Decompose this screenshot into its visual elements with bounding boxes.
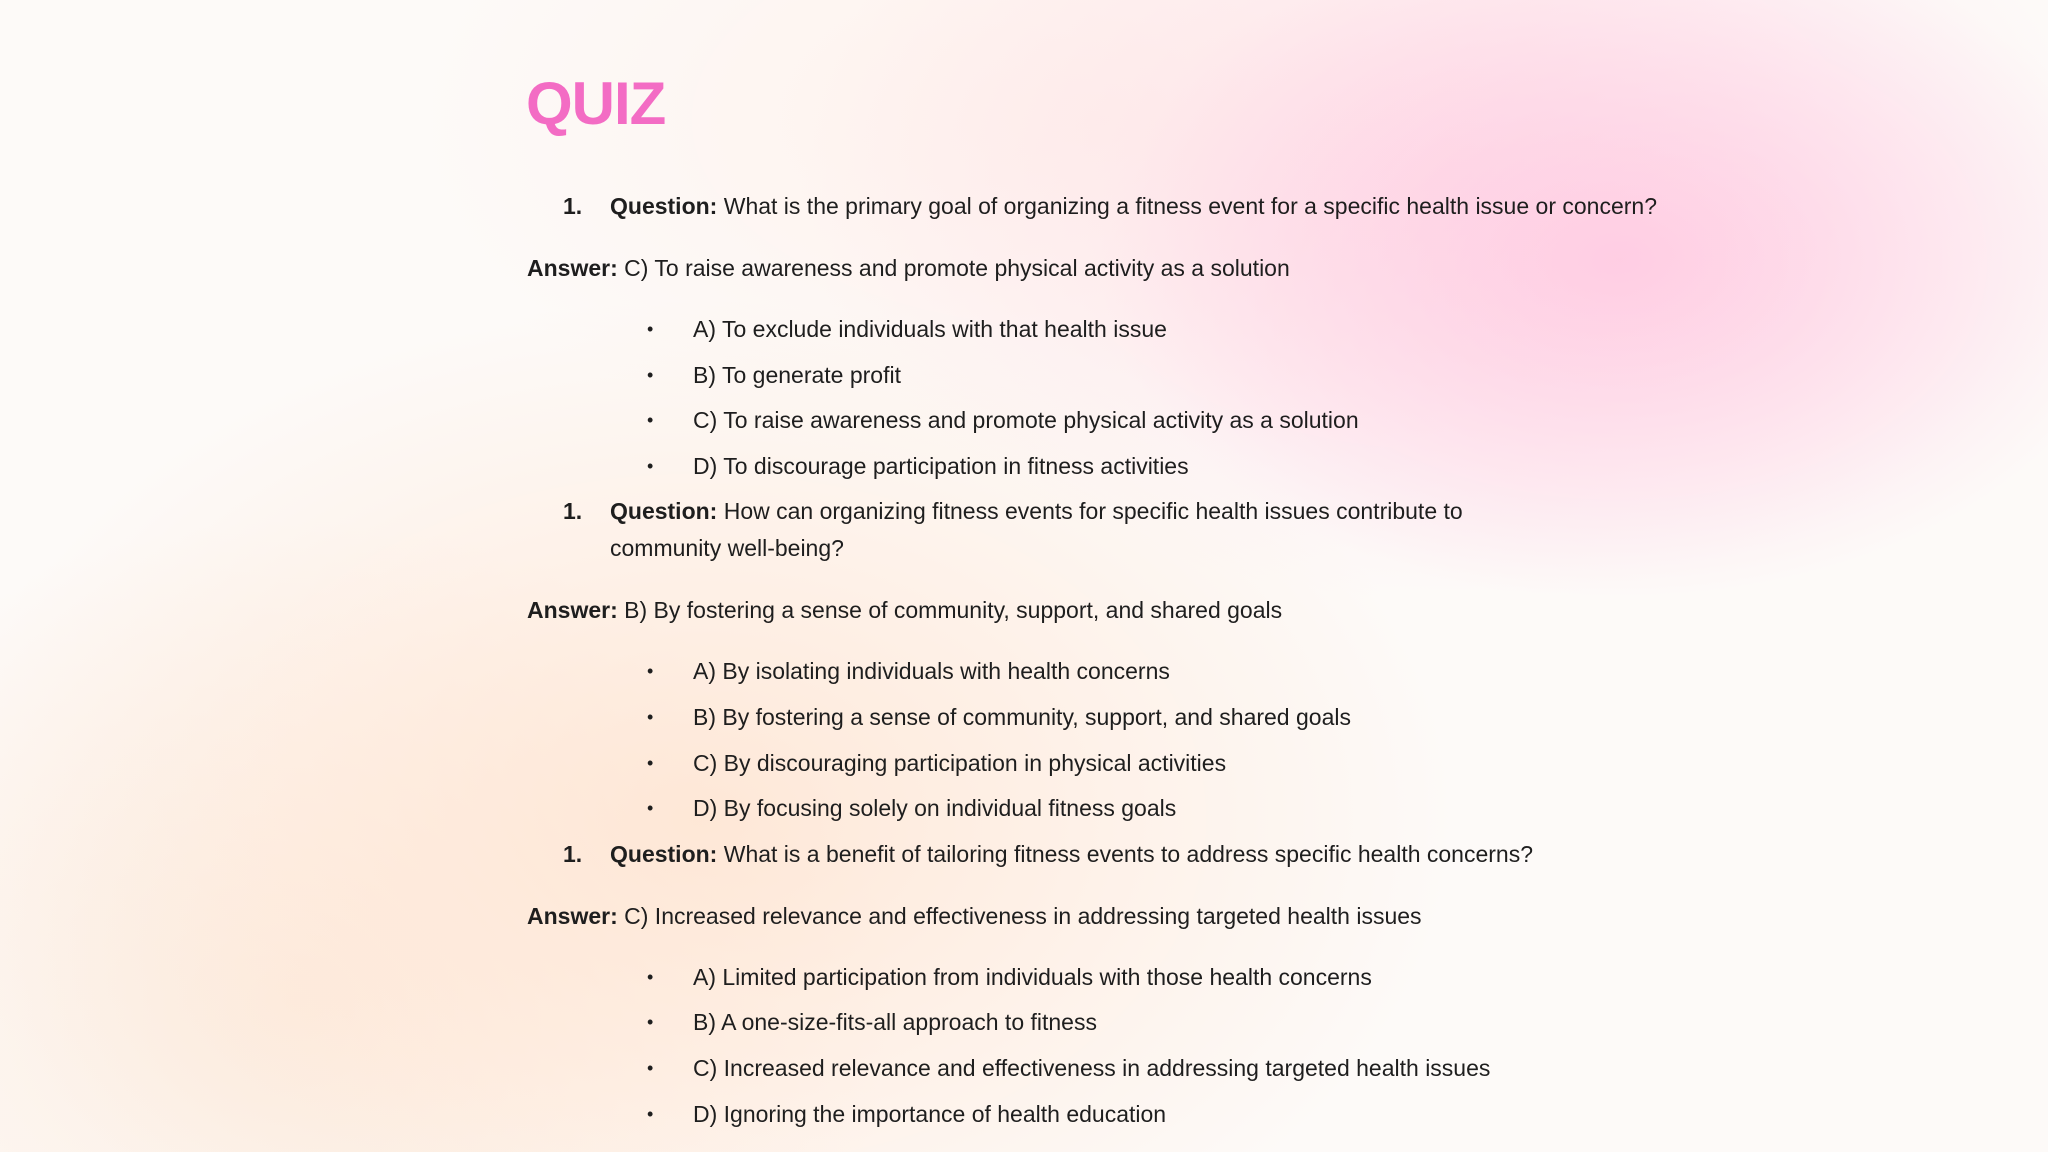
question-number: 1. bbox=[563, 840, 583, 867]
answer-text: C) Increased relevance and effectiveness in addressing targeted health issues bbox=[624, 902, 1422, 929]
question-text bbox=[610, 188, 1710, 225]
option-text: C) To raise awareness and promote physical activity as a solution bbox=[693, 407, 1359, 434]
answer-label: Answer: bbox=[527, 255, 618, 281]
answer-text: B) By fostering a sense of community, support, and shared goals bbox=[624, 597, 1283, 624]
options-list bbox=[527, 311, 1827, 493]
bullet-icon: • bbox=[647, 752, 654, 773]
answer-line bbox=[527, 592, 1827, 629]
option-text: B) To generate profit bbox=[693, 361, 901, 388]
bullet-icon: • bbox=[647, 364, 654, 385]
question-block bbox=[527, 493, 1827, 835]
question-label: Question: bbox=[610, 498, 718, 525]
bullet-icon: • bbox=[647, 661, 654, 682]
question-number: 1. bbox=[563, 193, 583, 219]
option-item bbox=[527, 699, 1827, 745]
option-item bbox=[527, 745, 1827, 791]
answer-line bbox=[527, 250, 1827, 287]
bullet-icon: • bbox=[647, 1103, 654, 1124]
question-body: What is a benefit of tailoring fitness events to address specific health concerns? bbox=[723, 840, 1534, 867]
question-body: How can organizing fitness events for specific health issues contribute to community well-being? bbox=[610, 498, 1463, 562]
option-text: D) Ignoring the importance of health education bbox=[693, 1100, 1167, 1127]
answer-line bbox=[527, 898, 1827, 935]
question-row bbox=[527, 493, 1827, 567]
option-text: A) Limited participation from individuals with those health concerns bbox=[693, 963, 1372, 990]
option-text: C) By discouraging participation in physical activities bbox=[693, 749, 1227, 776]
answer-label: Answer: bbox=[527, 902, 618, 929]
option-item bbox=[527, 448, 1827, 494]
bullet-icon: • bbox=[647, 706, 654, 727]
bullet-icon: • bbox=[647, 455, 654, 476]
question-body: What is the primary goal of organizing a fitness event for a specific health issue or concern? bbox=[723, 193, 1657, 219]
answer-text: C) To raise awareness and promote physical activity as a solution bbox=[624, 255, 1290, 281]
question-row bbox=[527, 188, 1827, 225]
question-block bbox=[527, 188, 1827, 493]
options-list bbox=[527, 959, 1827, 1141]
page-title: QUIZ bbox=[526, 70, 666, 137]
option-text: D) By focusing solely on individual fitness goals bbox=[693, 795, 1177, 822]
option-text: A) By isolating individuals with health concerns bbox=[693, 658, 1170, 685]
option-text: B) By fostering a sense of community, support, and shared goals bbox=[693, 703, 1351, 730]
bullet-icon: • bbox=[647, 966, 654, 987]
question-text bbox=[610, 493, 1490, 567]
bullet-icon: • bbox=[647, 798, 654, 819]
bullet-icon: • bbox=[647, 410, 654, 431]
question-number: 1. bbox=[563, 498, 583, 525]
option-item bbox=[527, 1004, 1827, 1050]
option-item bbox=[527, 402, 1827, 448]
question-label: Question: bbox=[610, 193, 718, 219]
question-row bbox=[527, 836, 1827, 873]
option-item bbox=[527, 311, 1827, 357]
bullet-icon: • bbox=[647, 1057, 654, 1078]
option-item bbox=[527, 653, 1827, 699]
bullet-icon: • bbox=[647, 1012, 654, 1033]
option-item bbox=[527, 1096, 1827, 1142]
question-block bbox=[527, 836, 1827, 1141]
option-text: A) To exclude individuals with that health issue bbox=[693, 316, 1167, 342]
option-item bbox=[527, 790, 1827, 836]
option-item bbox=[527, 959, 1827, 1005]
quiz-content bbox=[527, 188, 1827, 1141]
option-text: B) A one-size-fits-all approach to fitness bbox=[693, 1009, 1097, 1036]
option-text: C) Increased relevance and effectiveness in addressing targeted health issues bbox=[693, 1054, 1491, 1081]
option-text: D) To discourage participation in fitness activities bbox=[693, 452, 1189, 479]
option-item bbox=[527, 357, 1827, 403]
option-item bbox=[527, 1050, 1827, 1096]
question-label: Question: bbox=[610, 840, 718, 867]
question-text bbox=[610, 836, 1710, 873]
bullet-icon: • bbox=[647, 319, 654, 339]
answer-label: Answer: bbox=[527, 597, 618, 624]
options-list bbox=[527, 653, 1827, 835]
